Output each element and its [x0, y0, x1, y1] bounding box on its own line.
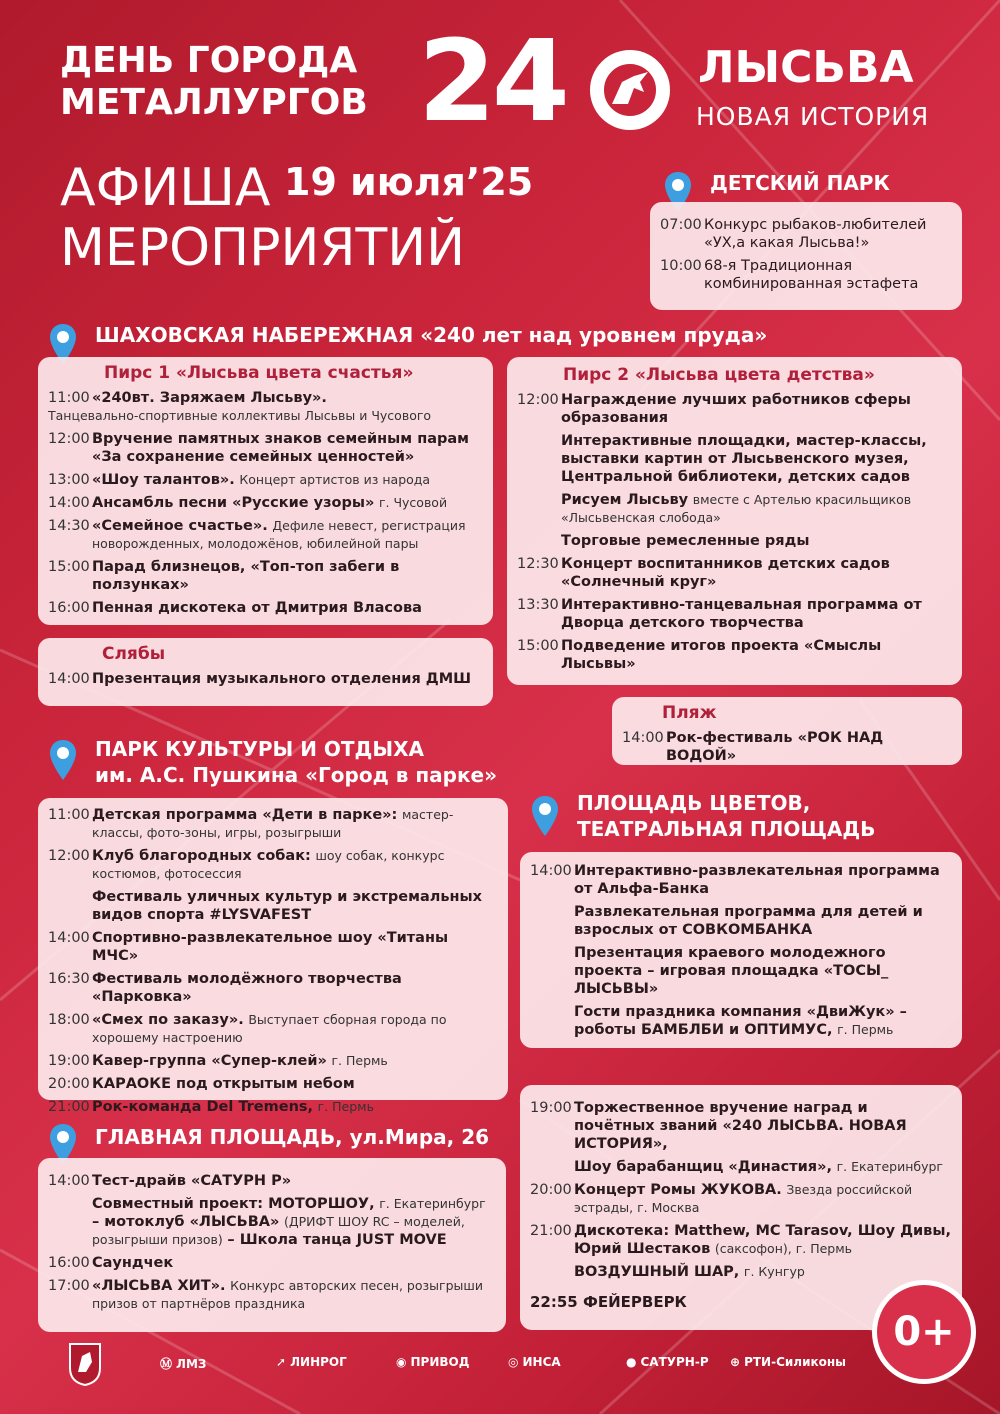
list-item: Фестиваль уличных культур и экстремальных видов спорта #LYSVAFEST — [92, 889, 483, 923]
sponsor-logo: ➚ ЛИНРОГ — [276, 1355, 347, 1369]
list-item: 14:00 Спортивно-развлекательное шоу «Титаны МЧС» — [48, 930, 449, 964]
list-item: Торговые ремесленные ряды — [561, 533, 810, 549]
list-item: 14:00 Интерактивно-развлекательная программа от Альфа-Банка — [530, 863, 940, 897]
list-item: 21:00 Дискотека: Matthew, MC Tarasov, Шоу Дивы, Юрий Шестаков (саксофон), г. Пермь — [530, 1223, 951, 1257]
list-item: 19:00 Торжественное вручение наград и почётных званий «240 ЛЫСЬВА. НОВАЯ ИСТОРИЯ», — [530, 1100, 907, 1152]
fireworks: 22:55 ФЕЙЕРВЕРК — [530, 1293, 687, 1311]
list-item: Рисуем Лысьву вместе с Артелью красильщиков «Лысьвенская слобода» — [561, 492, 912, 525]
list-item: 19:00 Кавер-группа «Супер-клей» г. Пермь — [48, 1053, 388, 1069]
city-subtitle: НОВАЯ ИСТОРИЯ — [696, 102, 930, 131]
list-item: 12:30 Концерт воспитанников детских садов «Солнечный круг» — [517, 556, 890, 590]
list-item: 20:00 КАРАОКЕ под открытым небом — [48, 1076, 355, 1092]
pier1-title: Пирс 1 «Лысьва цвета счастья» — [104, 363, 414, 383]
city-name: ЛЫСЬВА — [698, 42, 914, 93]
list-item: Развлекательная программа для детей и взрослых от СОВКОМБАНКА — [574, 904, 923, 938]
city-day-line2: МЕТАЛЛУРГОВ — [60, 82, 368, 123]
detsky-park-box — [650, 202, 962, 310]
list-item: Гости праздника компания «ДвиЖук» – роботы БАМБЛБИ и ОПТИМУС, г. Пермь — [574, 1004, 907, 1038]
list-item: 20:00 Концерт Ромы ЖУКОВА. Звезда российской эстрады, г. Москва — [530, 1182, 913, 1215]
events-title: МЕРОПРИЯТИЙ — [60, 218, 466, 278]
sponsor-logo: ◎ ИНСА — [508, 1355, 561, 1369]
park-title-line1: ПАРК КУЛЬТУРЫ И ОТДЫХА — [95, 737, 424, 761]
list-item: Совместный проект: МОТОРШОУ, г. Екатеринбург – мотоклуб «ЛЫСЬВА» (ДРИФТ ШОУ RC – моделей, розыгрыши призов) – Школа танца JUST MOVE — [92, 1196, 486, 1248]
list-item: 14:00 Рок-фестиваль «РОК НАД ВОДОЙ» — [622, 730, 884, 764]
list-item: 14:00 Ансамбль песни «Русские узоры» г. Чусовой — [48, 495, 448, 511]
pier1-box — [38, 357, 493, 625]
flowers-title-line1: ПЛОЩАДЬ ЦВЕТОВ, — [577, 791, 811, 815]
list-item: 15:00 Парад близнецов, «Топ-топ забеги в ползунках» — [48, 559, 400, 593]
list-item: 11:00 «240вт. Заряжаем Лысьву». Танцевально-спортивные коллективы Лысьвы и Чусового — [48, 390, 432, 423]
list-item: ВОЗДУШНЫЙ ШАР, г. Кунгур — [574, 1264, 805, 1280]
flowers-title-line2: ТЕАТРАЛЬНАЯ ПЛОЩАДЬ — [577, 817, 876, 841]
list-item: 10:00 68-я Традиционная комбинированная эстафета — [660, 258, 919, 292]
sponsor-insa-icon: ◎ — [508, 1355, 519, 1369]
pier2-title: Пирс 2 «Лысьва цвета детства» — [563, 365, 875, 385]
age-rating-text: 0+ — [893, 1309, 955, 1355]
park-title — [95, 736, 497, 788]
sponsor-rti-icon: ⊕ — [730, 1355, 741, 1369]
slyaby-box — [38, 638, 493, 706]
sponsor-lmz-icon: Ⓜ — [160, 1357, 173, 1371]
list-item: 13:00 «Шоу талантов». Концерт артистов из народа — [48, 472, 431, 488]
list-item: 16:00 Пенная дискотека от Дмитрия Власова — [48, 600, 422, 616]
city-day-title — [60, 40, 368, 124]
list-item: 14:00 Тест-драйв «САТУРН Р» — [48, 1173, 292, 1189]
location-pin-icon — [530, 794, 560, 838]
list-item: 21:00 Рок-команда Del Tremens, г. Пермь — [48, 1099, 374, 1115]
list-item: 14:30 «Семейное счастье». Дефиле невест, регистрация новорожденных, молодожёнов, юбилейной пары — [48, 518, 466, 551]
sponsor-privod-icon: ◉ — [396, 1355, 407, 1369]
event-date: 19 июля’25 — [284, 160, 534, 204]
park-title-line2: им. А.С. Пушкина «Город в парке» — [95, 763, 498, 787]
horse-emblem-icon — [604, 64, 656, 116]
sponsor-linrog-icon: ➚ — [276, 1355, 287, 1369]
city-day-line1: ДЕНЬ ГОРОДА — [60, 40, 358, 81]
sponsor-logo: Ⓜ ЛМЗ — [160, 1356, 207, 1371]
list-item: 11:00 Детская программа «Дети в парке»: мастер-классы, фото-зоны, игры, розыгрыши — [48, 807, 454, 840]
list-item: 13:30 Интерактивно-танцевальная программа от Дворца детского творчества — [517, 597, 922, 631]
sponsor-logo: ● САТУРН-Р — [626, 1355, 709, 1369]
slyaby-title: Слябы — [102, 644, 166, 664]
pier2-box — [507, 357, 962, 685]
list-item: Шоу барабанщиц «Династия», г. Екатеринбург — [574, 1159, 943, 1175]
anniversary-digits: 24 — [418, 17, 566, 147]
anniversary-zero-emblem — [590, 50, 670, 130]
list-item: 18:00 «Смех по заказу». Выступает сборная города по хорошему настроению — [48, 1012, 447, 1045]
anniversary-number — [418, 17, 566, 147]
sponsor-logo: ⊕ РТИ-Силиконы — [730, 1355, 847, 1369]
list-item: Интерактивные площадки, мастер-классы, выставки картин от Лысьвенского музея, Центральной библиотеки, детских садов — [561, 433, 927, 485]
list-item: 16:30 Фестиваль молодёжного творчества «Парковка» — [48, 971, 402, 1005]
main-square-title: ГЛАВНАЯ ПЛОЩАДЬ, ул.Мира, 26 — [95, 1125, 490, 1149]
flowers-title — [577, 790, 875, 842]
list-item: 17:00 «ЛЫСЬВА ХИТ». Конкурс авторских песен, розыгрыши призов от партнёров праздника — [48, 1278, 483, 1311]
beach-title: Пляж — [662, 703, 717, 723]
list-item: 12:00 Награждение лучших работников сферы образования — [517, 392, 911, 426]
list-item: 12:00 Клуб благородных собак: шоу собак, конкурс костюмов, фотосессия — [48, 848, 445, 881]
detsky-park-title: ДЕТСКИЙ ПАРК — [710, 171, 890, 195]
sponsor-saturn-icon: ● — [626, 1355, 637, 1369]
park-box — [38, 798, 508, 1115]
sponsor-logo: ◉ ПРИВОД — [396, 1355, 470, 1369]
shakhov-title: ШАХОВСКАЯ НАБЕРЕЖНАЯ «240 лет над уровнем пруда» — [95, 323, 768, 347]
list-item: 15:00 Подведение итогов проекта «Смыслы Лысьвы» — [517, 638, 882, 672]
main-square-box — [38, 1158, 506, 1332]
list-item: 12:00 Вручение памятных знаков семейным парам «За сохранение семейных ценностей» — [48, 431, 470, 465]
beach-box — [612, 697, 962, 765]
list-item: 07:00 Конкурс рыбаков-любителей «УХ,а какая Лысьва!» — [660, 217, 927, 251]
location-pin-icon — [48, 738, 78, 782]
age-rating-badge — [872, 1280, 976, 1384]
list-item: Презентация краевого молодежного проекта – игровая площадка «ТОСЫ_ ЛЫСЬВЫ» — [574, 945, 889, 997]
coat-of-arms-logo — [68, 1342, 102, 1386]
flowers-box — [520, 852, 962, 1048]
list-item: 14:00 Презентация музыкального отделения ДМШ — [48, 671, 472, 687]
afisha-title: АФИША — [60, 158, 271, 218]
list-item: 16:00 Саундчек — [48, 1255, 174, 1271]
